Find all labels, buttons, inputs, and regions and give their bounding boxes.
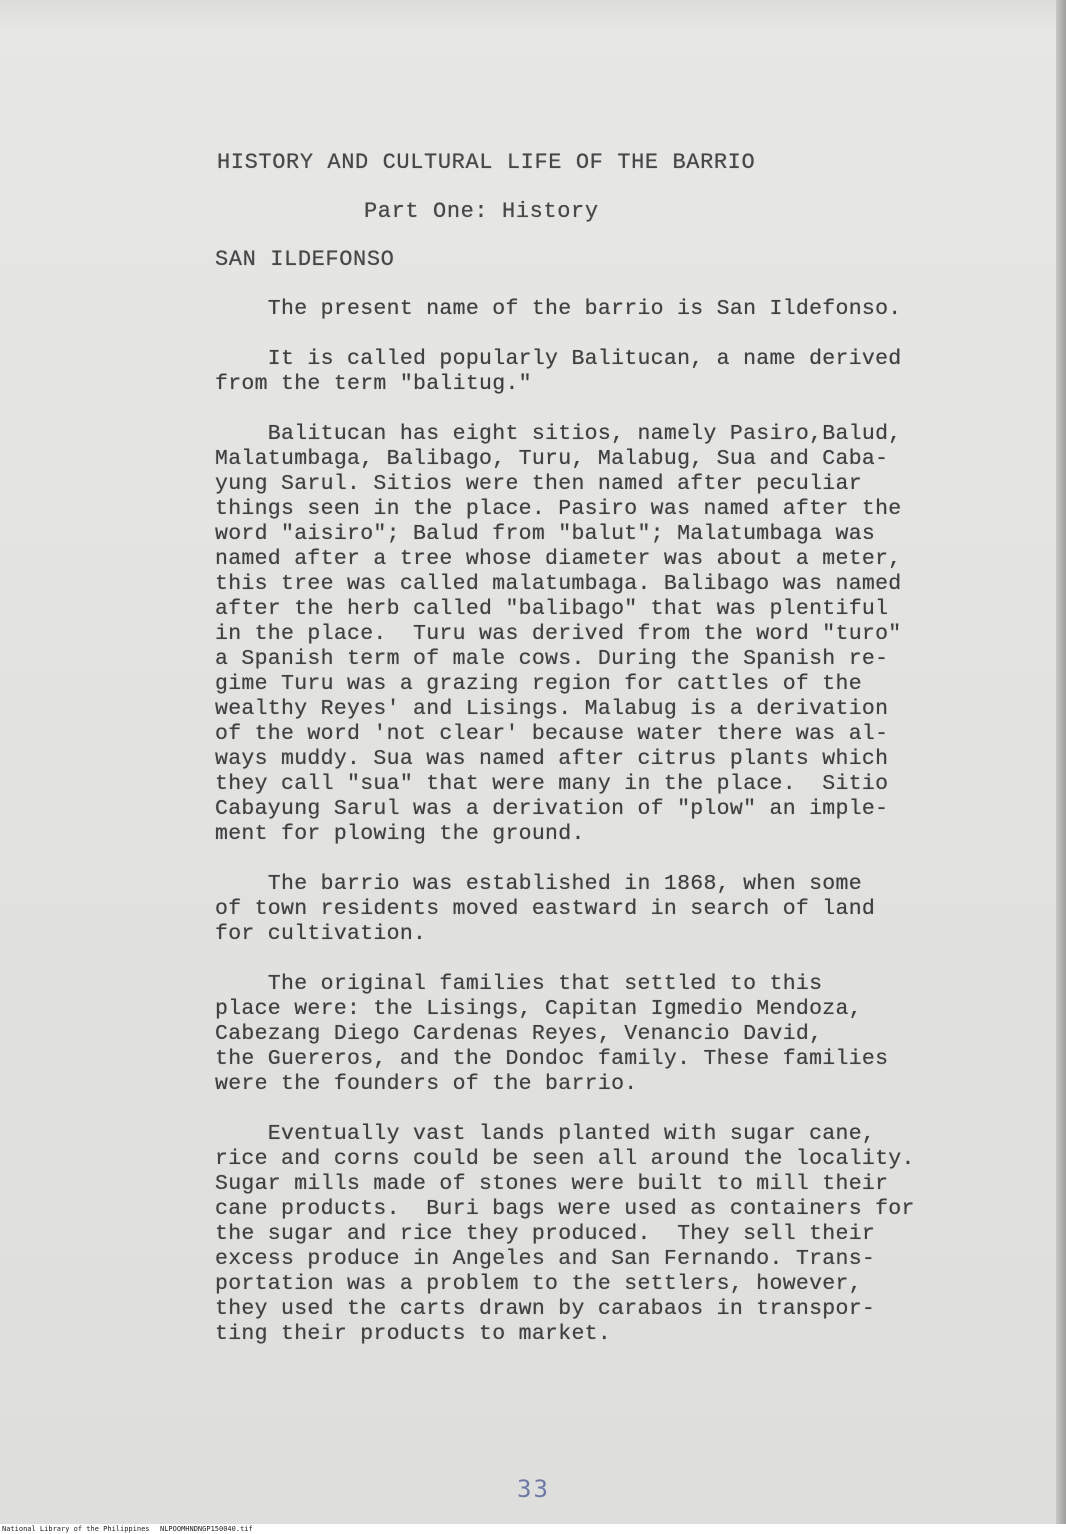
paragraph-line: after the herb called "balibago" that was plentiful bbox=[215, 597, 889, 621]
footer-institution: National Library of the Philippines bbox=[2, 1525, 150, 1533]
paragraph-line: Malatumbaga, Balibago, Turu, Malabug, Sua and Caba- bbox=[215, 447, 889, 471]
paragraph-line: ting their products to market. bbox=[215, 1322, 612, 1346]
paragraph-line: things seen in the place. Pasiro was named after the bbox=[215, 497, 902, 521]
paragraph-line: Cabezang Diego Cardenas Reyes, Venancio David, bbox=[215, 1022, 823, 1046]
paragraph-line: rice and corns could be seen all around the locality. bbox=[215, 1147, 915, 1171]
paragraph-line: Cabayung Sarul was a derivation of "plow" an imple- bbox=[215, 797, 889, 821]
page-number: 33 bbox=[517, 1475, 550, 1503]
paragraph-line: Eventually vast lands planted with sugar cane, bbox=[215, 1122, 876, 1146]
paragraph-line: wealthy Reyes' and Lisings. Malabug is a derivation bbox=[215, 697, 889, 721]
paragraph-line: excess produce in Angeles and San Fernando. Trans- bbox=[215, 1247, 876, 1271]
paragraph-line: Balitucan has eight sitios, namely Pasiro,Balud, bbox=[215, 422, 902, 446]
paragraph-line: a Spanish term of male cows. During the Spanish re- bbox=[215, 647, 889, 671]
paragraph-line: were the founders of the barrio. bbox=[215, 1072, 638, 1096]
paragraph-line: It is called popularly Balitucan, a name derived bbox=[215, 347, 902, 371]
paragraph-line: The present name of the barrio is San Ildefonso. bbox=[215, 297, 902, 321]
footer-file-id: NLPOOMHNDNGP150040.tif bbox=[160, 1525, 253, 1533]
part-heading: Part One: History bbox=[364, 199, 599, 224]
paragraph-line: they call "sua" that were many in the place. Sitio bbox=[215, 772, 889, 796]
paragraph-line: the Guereros, and the Dondoc family. These families bbox=[215, 1047, 889, 1071]
paragraph-line: The barrio was established in 1868, when some bbox=[215, 872, 862, 896]
paragraph-line: of the word 'not clear' because water there was al- bbox=[215, 722, 889, 746]
page-right-edge bbox=[1056, 0, 1066, 1524]
paragraph-line: place were: the Lisings, Capitan Igmedio Mendoza, bbox=[215, 997, 862, 1021]
document-title: HISTORY AND CULTURAL LIFE OF THE BARRIO bbox=[217, 150, 756, 175]
paragraph-line: yung Sarul. Sitios were then named after peculiar bbox=[215, 472, 862, 496]
paragraph-line: gime Turu was a grazing region for cattles of the bbox=[215, 672, 862, 696]
paragraph-line: the sugar and rice they produced. They sell their bbox=[215, 1222, 876, 1246]
paragraph-line: word "aisiro"; Balud from "balut"; Malatumbaga was bbox=[215, 522, 876, 546]
paragraph-line: in the place. Turu was derived from the word "turo" bbox=[215, 622, 902, 646]
page-top-shadow bbox=[0, 0, 1066, 30]
paragraph-line: portation was a problem to the settlers, however, bbox=[215, 1272, 862, 1296]
paragraph-line: ways muddy. Sua was named after citrus plants which bbox=[215, 747, 889, 771]
paragraph-line: The original families that settled to this bbox=[215, 972, 823, 996]
barrio-name: SAN ILDEFONSO bbox=[215, 247, 395, 272]
paragraph-line: cane products. Buri bags were used as containers for bbox=[215, 1197, 915, 1221]
paragraph-line: they used the carts drawn by carabaos in transpor- bbox=[215, 1297, 876, 1321]
paragraph-line: of town residents moved eastward in search of land bbox=[215, 897, 876, 921]
paragraph-line: ment for plowing the ground. bbox=[215, 822, 585, 846]
paragraph-line: named after a tree whose diameter was about a meter, bbox=[215, 547, 902, 571]
paragraph-line: this tree was called malatumbaga. Balibago was named bbox=[215, 572, 902, 596]
paragraph-line: for cultivation. bbox=[215, 922, 427, 946]
paragraph-line: Sugar mills made of stones were built to mill their bbox=[215, 1172, 889, 1196]
paragraph-line: from the term "balitug." bbox=[215, 372, 532, 396]
